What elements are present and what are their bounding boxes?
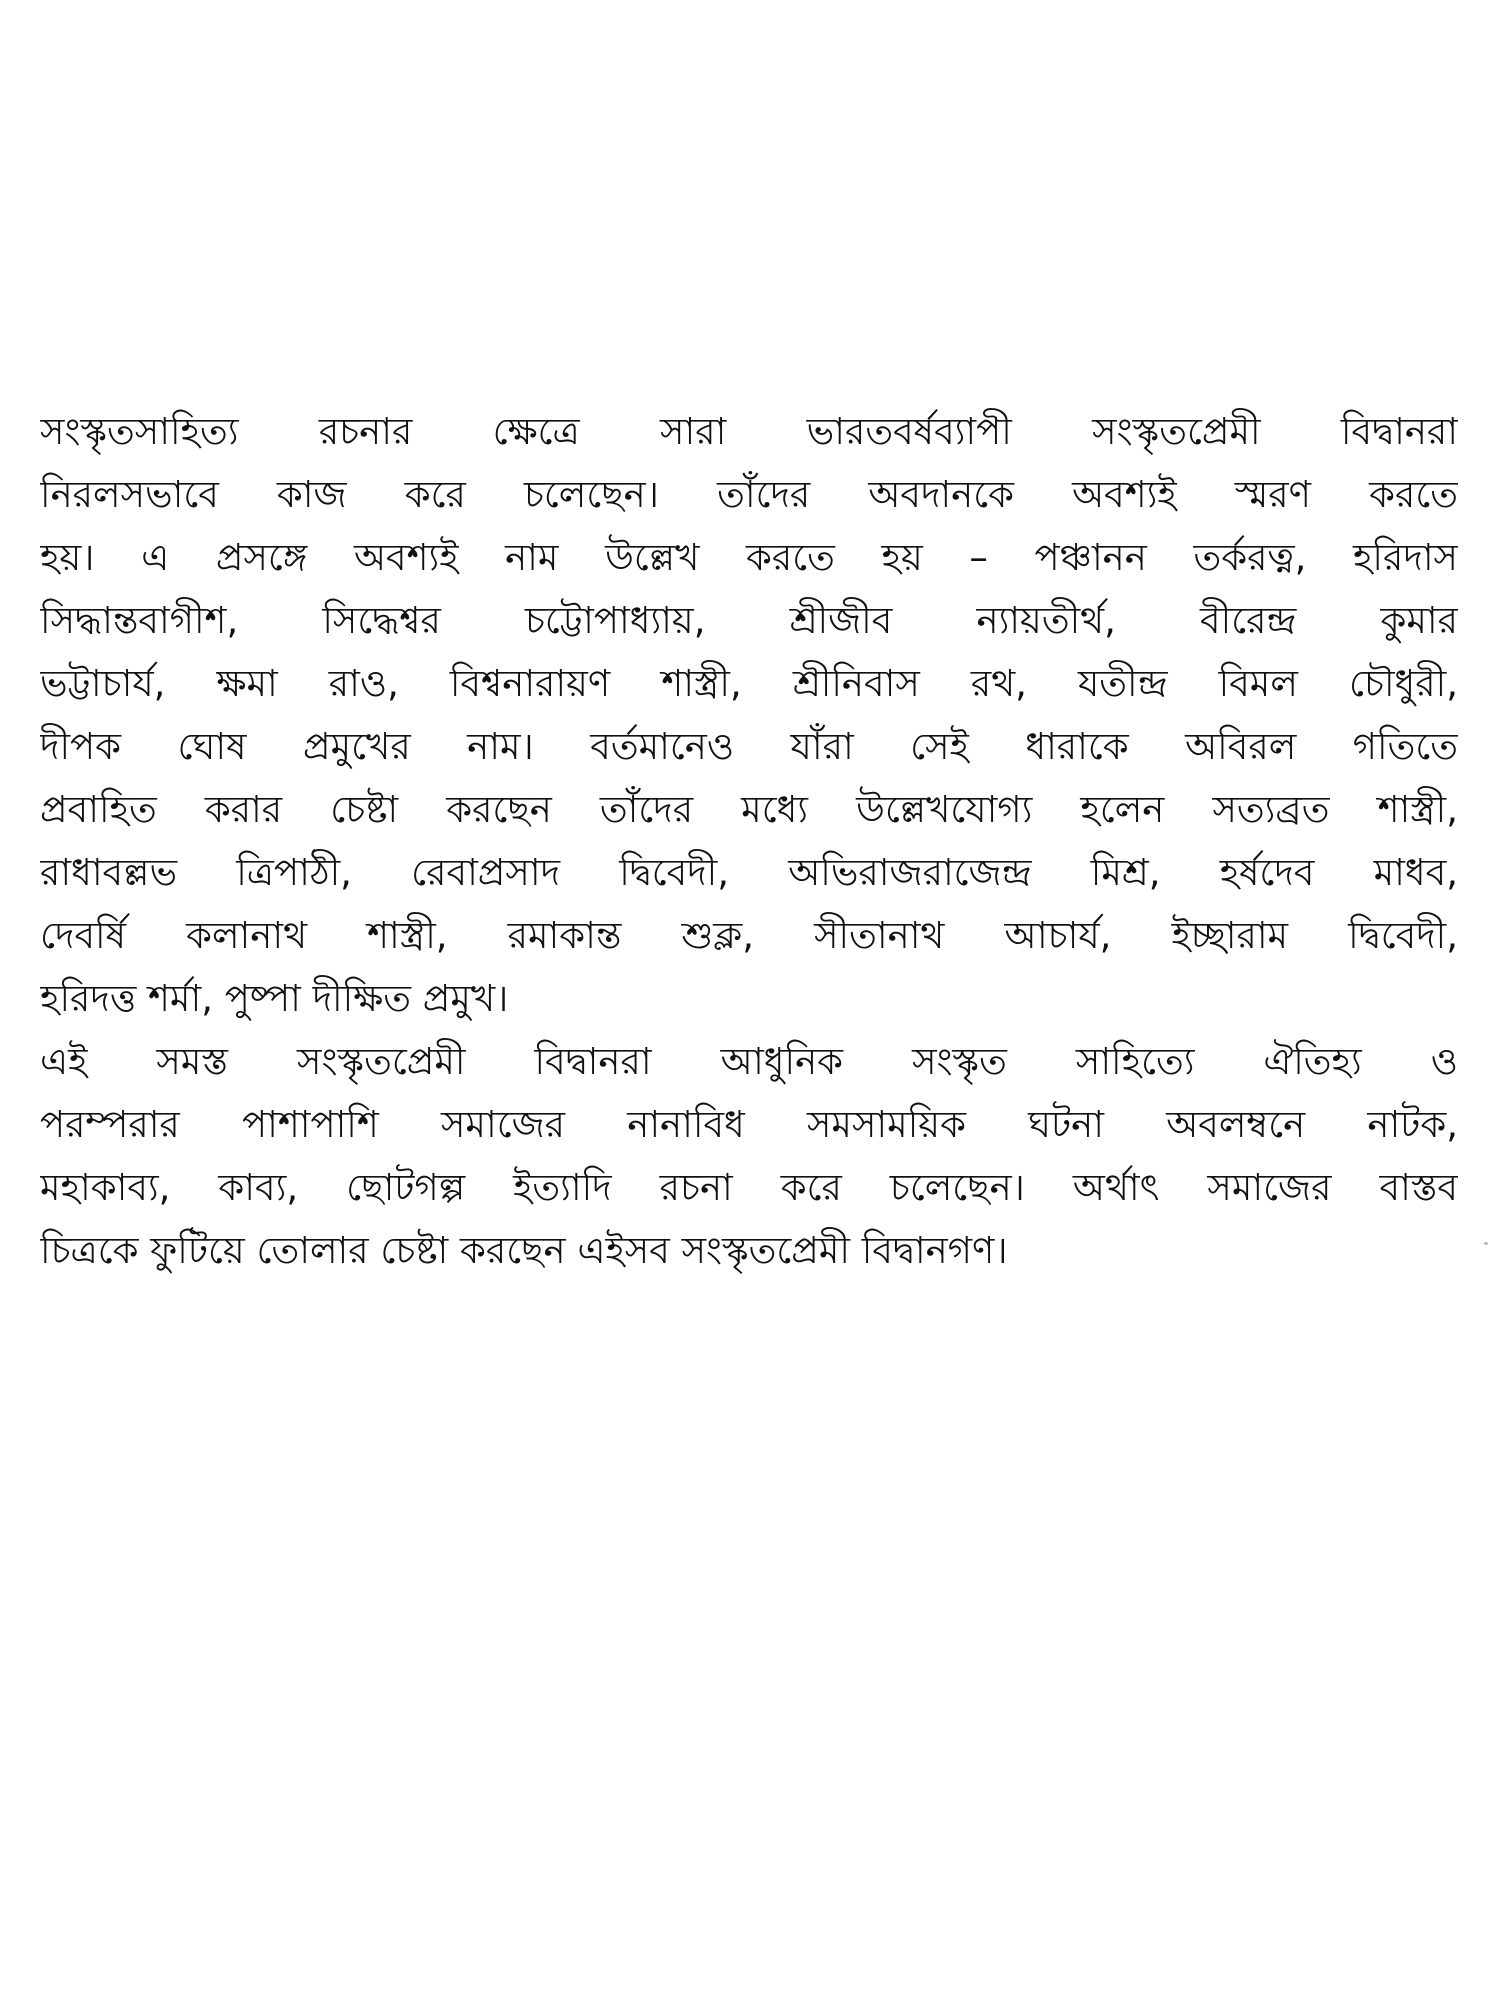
scan-speck xyxy=(1484,1242,1488,1245)
paragraph-2 xyxy=(40,1030,1458,1282)
text-line: হরিদত্ত শর্মা, পুষ্পা দীক্ষিত প্রমুখ। xyxy=(40,977,509,1020)
text-line: রাধাবল্লভ ত্রিপাঠী, রেবাপ্রসাদ দ্বিবেদী, অভিরাজরাজেন্দ্র মিশ্র, হর্ষদেব মাধব, xyxy=(40,851,1458,894)
text-line: এই সমস্ত সংস্কৃতপ্রেমী বিদ্বানরা আধুনিক সংস্কৃত সাহিত্যে ঐতিহ্য ও xyxy=(40,1040,1458,1083)
text-line: দীপক ঘোষ প্রমুখের নাম। বর্তমানেও যাঁরা সেই ধারাকে অবিরল গতিতে xyxy=(40,725,1458,768)
text-line: সিদ্ধান্তবাগীশ, সিদ্ধেশ্বর চট্টোপাধ্যায়, শ্রীজীব ন্যায়তীর্থ, বীরেন্দ্র কুমার xyxy=(40,599,1458,642)
text-line: চিত্রকে ফুটিয়ে তোলার চেষ্টা করছেন এইসব সংস্কৃতপ্রেমী বিদ্বানগণ। xyxy=(40,1229,1008,1272)
text-line: মহাকাব্য, কাব্য, ছোটগল্প ইত্যাদি রচনা করে চলেছেন। অর্থাৎ সমাজের বাস্তব xyxy=(40,1166,1458,1209)
text-line: সংস্কৃতসাহিত্য রচনার ক্ষেত্রে সারা ভারতবর্ষব্যাপী সংস্কৃতপ্রেমী বিদ্বানরা xyxy=(40,410,1458,453)
body-text xyxy=(40,400,1458,1282)
paragraph-1 xyxy=(40,400,1458,1030)
text-line: নিরলসভাবে কাজ করে চলেছেন। তাঁদের অবদানকে অবশ্যই স্মরণ করতে xyxy=(40,473,1458,516)
text-line: পরম্পরার পাশাপাশি সমাজের নানাবিধ সমসাময়িক ঘটনা অবলম্বনে নাটক, xyxy=(40,1103,1458,1146)
text-line: হয়। এ প্রসঙ্গে অবশ্যই নাম উল্লেখ করতে হয় – পঞ্চানন তর্করত্ন, হরিদাস xyxy=(40,536,1458,579)
text-line: প্রবাহিত করার চেষ্টা করছেন তাঁদের মধ্যে উল্লেখযোগ্য হলেন সত্যব্রত শাস্ত্রী, xyxy=(40,788,1458,831)
text-line: ভট্টাচার্য, ক্ষমা রাও, বিশ্বনারায়ণ শাস্ত্রী, শ্রীনিবাস রথ, যতীন্দ্র বিমল চৌধুরী, xyxy=(40,662,1458,705)
text-line: দেবর্ষি কলানাথ শাস্ত্রী, রমাকান্ত শুক্ল, সীতানাথ আচার্য, ইচ্ছারাম দ্বিবেদী, xyxy=(40,914,1458,957)
